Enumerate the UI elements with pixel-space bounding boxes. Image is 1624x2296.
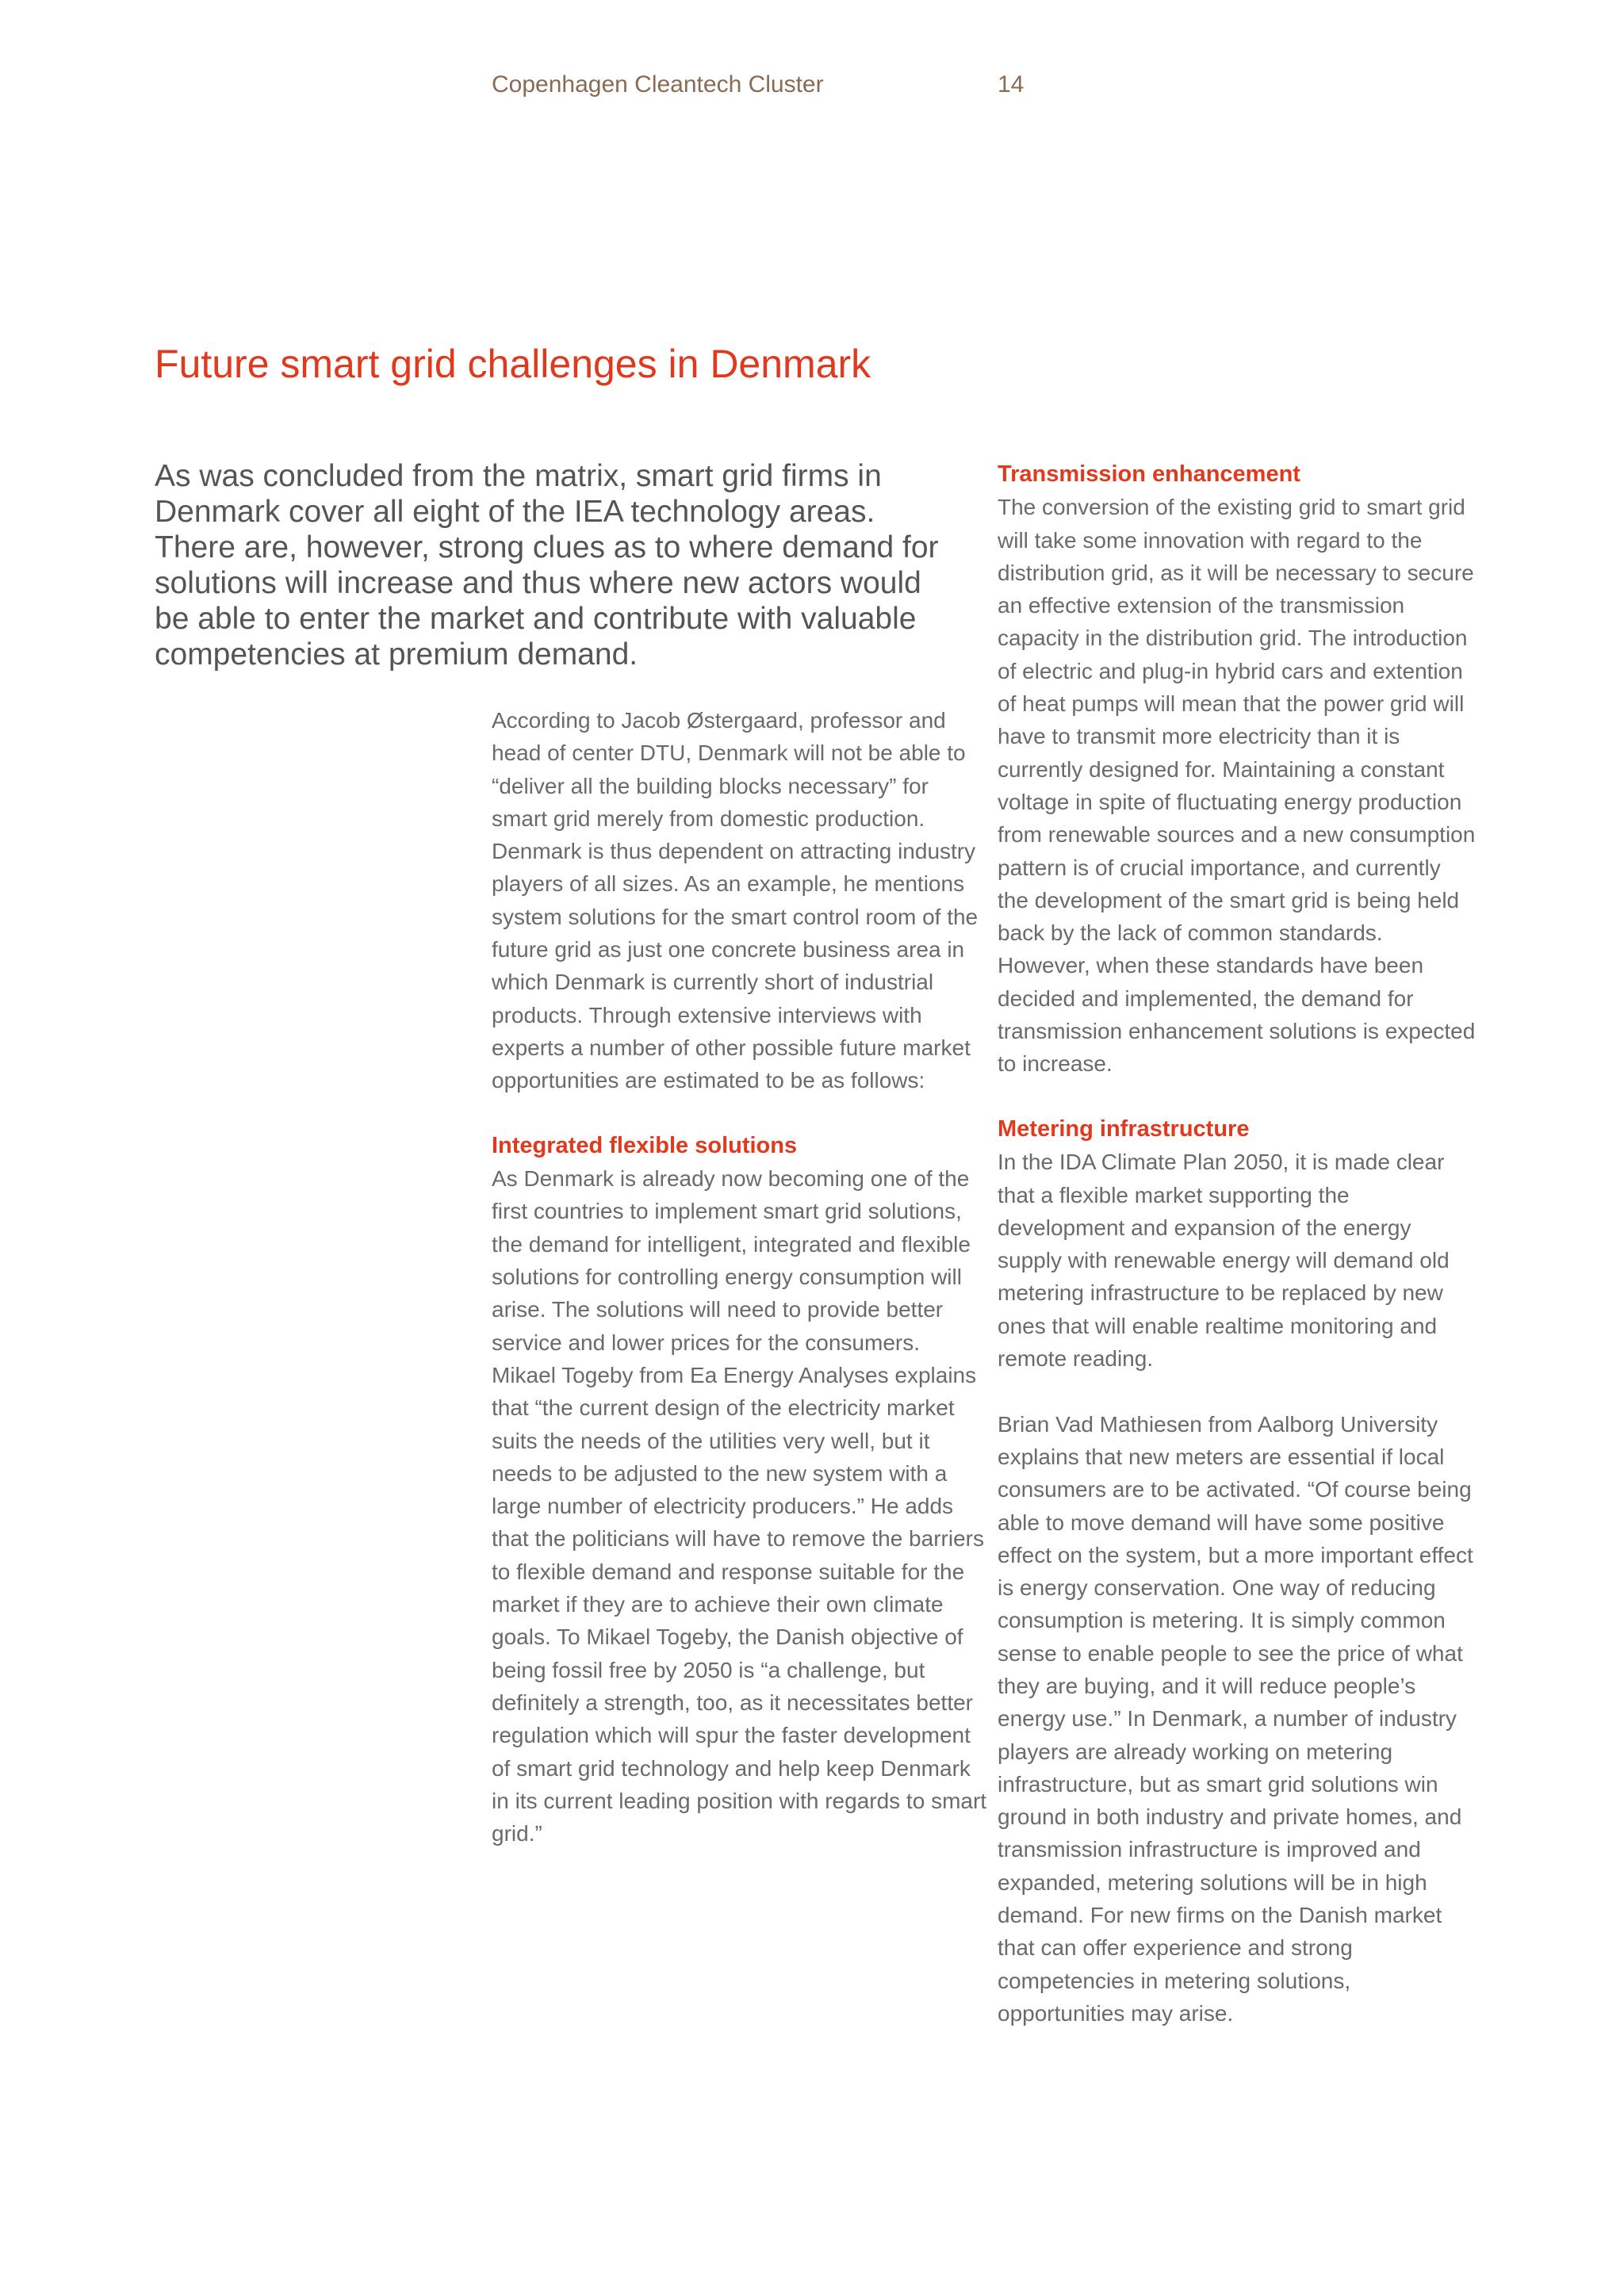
metering-body-1: In the IDA Climate Plan 2050, it is made clear that a flexible market supporting the development and expansion of the energy supply with renewable energy will demand old metering infrastructure to be replaced by new ones that will enable realtime monitoring and remote reading.	[998, 1150, 1450, 1372]
page-number: 14	[998, 71, 1025, 98]
header-organization: Copenhagen Cleantech Cluster	[492, 71, 824, 98]
right-column	[998, 458, 1477, 2063]
page-title: Future smart grid challenges in Denmark	[155, 342, 871, 386]
transmission-body: The conversion of the existing grid to smart grid will take some innovation with regard to the distribution grid, as it will be necessary to secure an effective extension of the transmission capacity in the distribution grid. The introduction of electric and plug-in hybrid cars and extention of heat pumps will mean that the power grid will have to transmit more electricity than it is currently designed for. Maintaining a constant voltage in spite of fluctuating energy production from renewable sources and a new consumption pattern is of crucial importance, and currently the development of the smart grid is being held back by the lack of common standards. However, when these standards have been decided and implemented, the demand for transmission enhancement solutions is expected to increase.	[998, 495, 1476, 1077]
integrated-flexible-heading: Integrated flexible solutions	[492, 1132, 798, 1158]
transmission-heading: Transmission enhancement	[998, 461, 1300, 487]
integrated-flexible-body: As Denmark is already now becoming one of the first countries to implement smart grid solutions, the demand for intelligent, integrated and flexible solutions for controlling energy consumption will arise. The solutions will need to provide better service and lower prices for the consumers. Mikael Togeby from Ea Energy Analyses explains that “the current design of the electricity market suits the needs of the utilities very well, but it needs to be adjusted to the new system with a large number of electricity producers.” He adds that the politicians will have to remove the barriers to flexible demand and response suitable for the market if they are to achieve their own climate goals. To Mikael Togeby, the Danish objective of being fossil free by 2050 is “a challenge, but definitely a strength, too, as it necessitates better regulation which will spur the faster development of smart grid technology and help keep Denmark in its current leading position with regards to smart grid.”	[492, 1166, 987, 1846]
middle-paragraph-1: According to Jacob Østergaard, professor and head of center DTU, Denmark will not be able to “deliver all the building blocks necessary” for smart grid merely from domestic production. Denmark is thus dependent on attracting industry players of all sizes. As an example, he mentions system solutions for the smart control room of the future grid as just one concrete business area in which Denmark is currently short of industrial products. Through extensive interviews with experts a number of other possible future market opportunities are estimated to be as follows:	[492, 708, 979, 1093]
middle-column	[492, 704, 987, 1883]
metering-body-2: Brian Vad Mathiesen from Aalborg University explains that new meters are essential if local consumers are to be activated. “Of course being able to move demand will have some positive effect on the system, but a more important effect is energy conservation. One way of reducing consumption is metering. It is simply common sense to enable people to see the price of what they are buying, and it will reduce people’s energy use.” In Denmark, a number of industry players are already working on metering infrastructure, but as smart grid solutions win ground in both industry and private homes, and transmission infrastructure is improved and expanded, metering solutions will be in high demand. For new firms on the Danish market that can offer experience and strong competencies in metering solutions, opportunities may arise.	[998, 1411, 1473, 2026]
metering-heading: Metering infrastructure	[998, 1115, 1250, 1142]
intro-paragraph: As was concluded from the matrix, smart grid firms in Denmark cover all eight of the IEA technology areas. There are, however, strong clues as to where demand for solutions will increase and thus where new actors would be able to enter the market and contribute with valuable competencies at premium demand.	[155, 459, 939, 672]
